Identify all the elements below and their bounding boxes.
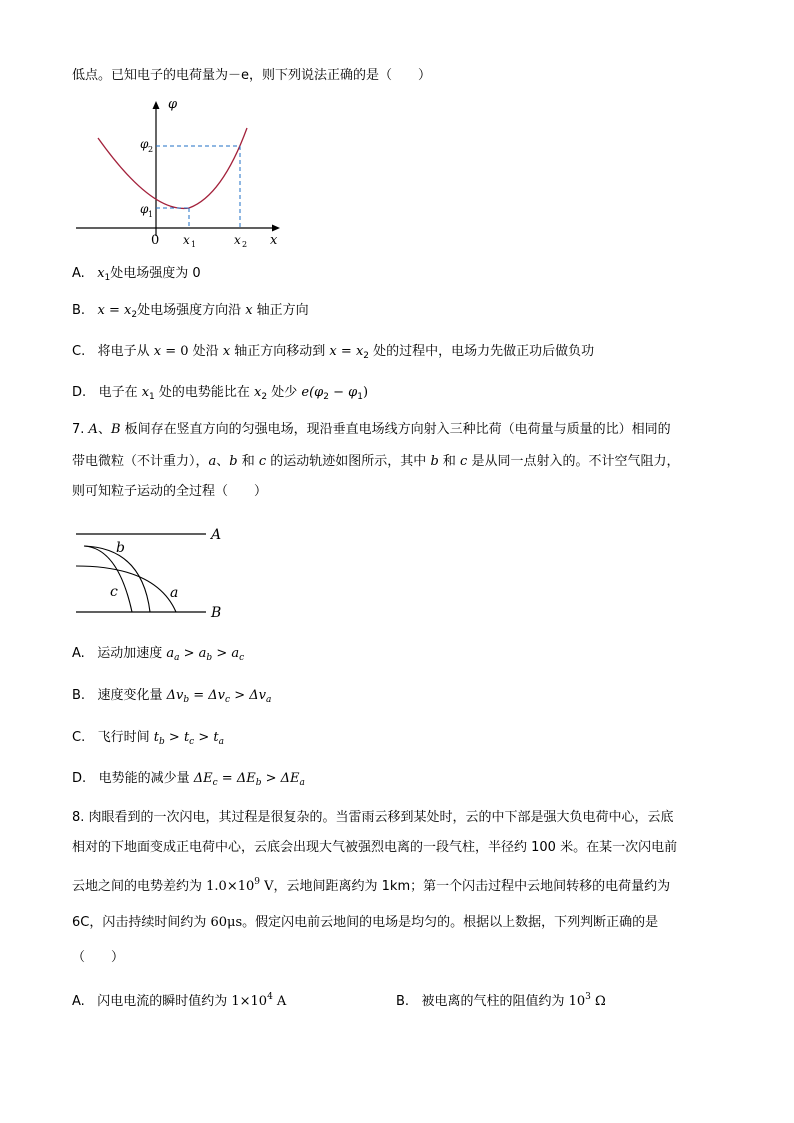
math-var: ΔE bbox=[193, 771, 213, 786]
math-op: = bbox=[189, 688, 209, 703]
math-op: > bbox=[212, 646, 232, 661]
math-var: x bbox=[254, 385, 262, 400]
math-sup: 9 bbox=[254, 877, 260, 887]
option-text: 电势能的减少量 bbox=[98, 771, 194, 786]
label-x2-sub: 2 bbox=[242, 240, 248, 249]
math-var: (φ bbox=[309, 385, 324, 400]
math-sup: 3 bbox=[585, 992, 591, 1002]
math-sub: 2 bbox=[323, 392, 330, 402]
label-x2: x bbox=[234, 233, 241, 247]
math-var: Δv bbox=[166, 688, 184, 703]
stem-text: 和 bbox=[438, 454, 461, 469]
option-text: 轴正方向 bbox=[252, 303, 309, 318]
math-var: x bbox=[222, 344, 231, 359]
q8-option-b[interactable] bbox=[396, 987, 606, 1012]
math-var: ΔE bbox=[236, 771, 256, 786]
math-op: = bbox=[217, 771, 237, 786]
math-var: x bbox=[123, 303, 132, 318]
option-label: A. bbox=[72, 994, 85, 1009]
math-var: b bbox=[430, 454, 439, 469]
math-value: 1.0×10 bbox=[206, 879, 255, 894]
math-sub: a bbox=[299, 778, 305, 788]
label-plate-a: A bbox=[211, 527, 222, 543]
label-phi2: φ bbox=[140, 137, 149, 151]
math-var: a bbox=[208, 454, 217, 469]
option-label: B. bbox=[72, 303, 86, 318]
q8-stem-line2: 相对的下地面变成正电荷中心，云底会出现大气被强烈电离的一段气柱，半径约 100 米。在某一次闪电前 bbox=[72, 840, 678, 855]
math-sub: a bbox=[174, 653, 180, 663]
stem-text: 、 bbox=[97, 422, 111, 437]
label-traj-a: a bbox=[170, 585, 179, 601]
option-text: 处电场强度为 0 bbox=[110, 266, 201, 281]
q8-stem-line4 bbox=[72, 913, 658, 933]
q6-option-d[interactable] bbox=[72, 383, 368, 407]
math-var: A bbox=[88, 422, 98, 437]
math-sub: b bbox=[206, 653, 213, 663]
math-var: a bbox=[198, 646, 207, 661]
q7-option-c[interactable] bbox=[72, 728, 224, 752]
option-text: 闪电电流的瞬时值约为 bbox=[97, 994, 232, 1009]
label-phi1: φ bbox=[140, 202, 149, 216]
math-sub: 1 bbox=[149, 392, 155, 402]
option-text: 被电离的气柱的阻值约为 bbox=[421, 994, 569, 1009]
q7-option-d[interactable] bbox=[72, 769, 305, 793]
math-var: B bbox=[110, 422, 121, 437]
stem-text: 带电微粒（不计重力）， bbox=[72, 454, 209, 469]
math-op: = 0 bbox=[161, 344, 189, 359]
math-var: a bbox=[231, 646, 240, 661]
math-sub: 2 bbox=[261, 392, 268, 402]
math-sub: c bbox=[225, 695, 231, 705]
math-op: > bbox=[194, 730, 214, 745]
label-traj-c: c bbox=[110, 584, 118, 600]
option-text: 速度变化量 bbox=[97, 688, 167, 703]
option-text: 飞行时间 bbox=[97, 730, 154, 745]
option-label: C. bbox=[72, 344, 86, 359]
stem-text: 、 bbox=[216, 454, 230, 469]
question-number: 7. bbox=[72, 422, 89, 437]
q6-potential-graph bbox=[72, 96, 292, 249]
option-text: 轴正方向移动到 bbox=[230, 344, 330, 359]
label-x1: x bbox=[183, 233, 190, 247]
math-var: − φ bbox=[329, 385, 358, 400]
option-text: 运动加速度 bbox=[97, 646, 167, 661]
option-label: D. bbox=[72, 385, 87, 400]
q7-option-a[interactable] bbox=[72, 644, 244, 668]
math-sub: b bbox=[159, 737, 165, 747]
math-var: t bbox=[213, 730, 219, 745]
stem-text: 是从同一点射入的。不计空气阻力， bbox=[467, 454, 680, 469]
math-op: = bbox=[104, 303, 124, 318]
stem-text: 云地之间的电势差约为 bbox=[72, 879, 207, 894]
math-op: > bbox=[230, 688, 250, 703]
label-phi1-sub: 1 bbox=[148, 210, 154, 219]
label-origin: 0 bbox=[151, 233, 160, 248]
math-sup: 4 bbox=[267, 992, 273, 1002]
math-unit: Ω bbox=[590, 994, 606, 1009]
option-label: C. bbox=[72, 730, 86, 745]
math-sub: c bbox=[189, 737, 195, 747]
option-label: B. bbox=[396, 994, 410, 1009]
stem-text: 。假定闪电前云地间的电场是均匀的。根据以上数据，下列判断正确的是 bbox=[242, 915, 659, 930]
math-var: x bbox=[153, 344, 162, 359]
option-text: 将电子从 bbox=[97, 344, 154, 359]
graph-x-arrow bbox=[272, 225, 280, 232]
option-text: 处的电势能比在 bbox=[154, 385, 255, 400]
math-op: > bbox=[164, 730, 184, 745]
option-label: A. bbox=[72, 646, 85, 661]
math-op: = bbox=[336, 344, 356, 359]
math-sub: 2 bbox=[363, 351, 370, 361]
math-var: x bbox=[97, 266, 105, 281]
math-var: a bbox=[166, 646, 175, 661]
math-var: t bbox=[153, 730, 159, 745]
stem-text: 的运动轨迹如图所示，其中 bbox=[266, 454, 431, 469]
math-var: ΔE bbox=[280, 771, 300, 786]
math-sub: b bbox=[255, 778, 262, 788]
q8-stem-line1: 8. 肉眼看到的一次闪电，其过程是很复杂的。当雷雨云移到某处时，云的中下部是强大负电荷中心，云底 bbox=[72, 810, 674, 825]
option-label: A. bbox=[72, 266, 85, 281]
math-var: x bbox=[355, 344, 364, 359]
option-text: 处的过程中，电场力先做正功后做负功 bbox=[369, 344, 595, 359]
math-var: e bbox=[301, 385, 310, 400]
math-var: x bbox=[245, 303, 253, 318]
math-sub: 1 bbox=[357, 392, 364, 402]
graph-curve bbox=[98, 128, 247, 208]
math-sub: a bbox=[265, 695, 272, 705]
math-op: > bbox=[179, 646, 199, 661]
q6-option-c[interactable] bbox=[72, 342, 594, 366]
graph-y-arrow bbox=[153, 101, 160, 109]
q8-option-a[interactable] bbox=[72, 987, 286, 1012]
q8-stem-line3 bbox=[72, 872, 670, 897]
option-label: B. bbox=[72, 688, 86, 703]
math-unit: A bbox=[272, 994, 287, 1009]
math-sub: b bbox=[183, 695, 190, 705]
math-op: > bbox=[261, 771, 281, 786]
math-value: 1×10 bbox=[231, 994, 268, 1009]
option-text: 处少 bbox=[267, 385, 302, 400]
q7-stem-line1 bbox=[72, 420, 671, 440]
math-var: t bbox=[183, 730, 190, 745]
math-var: c bbox=[258, 454, 267, 469]
label-x1-sub: 1 bbox=[191, 240, 197, 249]
q6-option-a[interactable] bbox=[72, 264, 201, 288]
label-plate-b: B bbox=[211, 605, 222, 621]
option-label: D. bbox=[72, 771, 87, 786]
stem-text: 和 bbox=[237, 454, 259, 469]
math-var: x bbox=[97, 303, 105, 318]
math-op: ) bbox=[363, 385, 369, 400]
q7-stem-line3: 则可知粒子运动的全过程（ ） bbox=[72, 484, 268, 499]
math-unit: V bbox=[259, 879, 274, 894]
math-var: x bbox=[329, 344, 337, 359]
q6-stem-tail: 低点。已知电子的电荷量为－e，则下列说法正确的是（ ） bbox=[72, 68, 431, 83]
math-sub: 2 bbox=[131, 310, 138, 320]
option-text: 处沿 bbox=[188, 344, 223, 359]
math-sub: 1 bbox=[104, 273, 111, 283]
stem-text: 板间存在竖直方向的匀强电场，现沿垂直电场线方向射入三种比荷（电荷量与质量的比）相同的 bbox=[120, 422, 671, 437]
stem-text: ，云地间距离约为 1km；第一个闪击过程中云地间转移的电荷量约为 bbox=[273, 879, 671, 894]
math-var: x bbox=[141, 385, 150, 400]
label-traj-b: b bbox=[116, 540, 125, 556]
label-x-axis: x bbox=[270, 233, 278, 248]
math-sub: a bbox=[218, 737, 224, 747]
q8-stem-line5: （ ） bbox=[72, 950, 125, 965]
option-text: 处电场强度方向沿 bbox=[137, 303, 246, 318]
math-var: Δv bbox=[208, 688, 226, 703]
math-value: 10 bbox=[568, 994, 586, 1009]
math-var: Δv bbox=[249, 688, 266, 703]
math-var: c bbox=[460, 454, 468, 469]
math-sub: c bbox=[212, 778, 218, 788]
option-text: 电子在 bbox=[98, 385, 142, 400]
label-phi2-sub: 2 bbox=[148, 145, 154, 154]
label-y-axis: φ bbox=[168, 97, 178, 112]
math-var: b bbox=[229, 454, 238, 469]
math-sub: c bbox=[239, 653, 245, 663]
stem-text: 6C，闪击持续时间约为 bbox=[72, 915, 211, 930]
q7-option-b[interactable] bbox=[72, 686, 271, 710]
q7-trajectory-diagram bbox=[72, 522, 242, 622]
math-value: 60μs bbox=[210, 915, 243, 930]
q7-stem-line2 bbox=[72, 452, 679, 472]
q6-option-b[interactable] bbox=[72, 301, 309, 325]
